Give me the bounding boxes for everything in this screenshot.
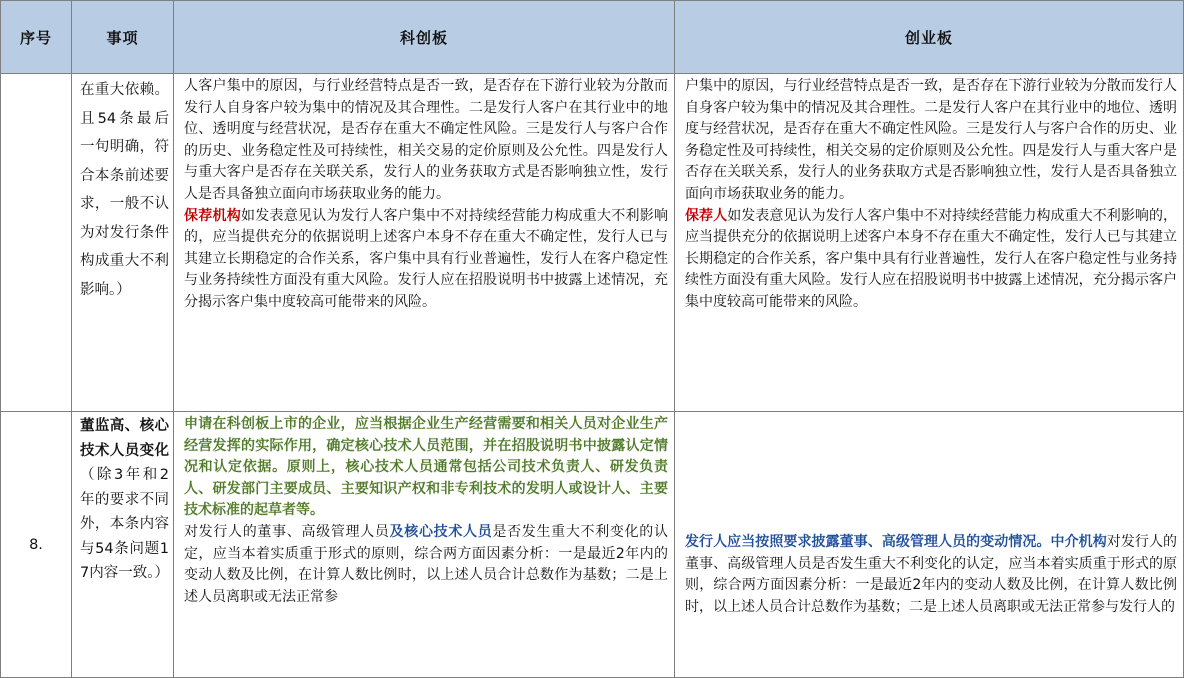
header-star-market: 科创板 xyxy=(174,1,675,74)
gem-disclosure-highlight: 发行人应当按照要求披露董事、高级管理人员的变动情况。中介机构 xyxy=(685,534,1107,550)
core-tech-highlight: 及核心技术人员 xyxy=(389,523,493,540)
sponsor-institution-label: 保荐机构 xyxy=(184,207,241,224)
row2-star xyxy=(174,412,675,678)
sponsor-label: 保荐人 xyxy=(685,207,728,224)
row1-gem-para1: 户集中的原因，与行业经营特点是否一致，是否存在下游行业较为分散而发行人自身客户较为集中的情况及其合理性。二是发行人客户在其行业中的地位、透明度与经营状况，是否存在重大不确定性风险。三是发行人与客户合作的历史、业务稳定性及可持续性，相关交易的定价原则及公允性。四是发行人与重大客户是否存在关联关系，发行人的业务获取方式是否影响独立性，发行人是否具备独立面向市场获取业务的能力。 xyxy=(685,78,1177,202)
row1-gem-para2: 保荐人如发表意见认为发行人客户集中不对持续经营能力构成重大不利影响的，应当提供充分的依据说明上述客户本身不存在重大不确定性，发行人已与其建立长期稳定的合作关系，客户集中具有行业普遍性，发行人在客户稳定性与业务持续性方面没有重大风险。发行人应在招股说明书中披露上述情况，充分揭示客户集中度较高可能带来的风险。 xyxy=(685,207,1178,310)
row2-gem-para: 发行人应当按照要求披露董事、高级管理人员的变动情况。中介机构对发行人的董事、高级管理人员是否发生重大不利变化的认定，应当本着实质重于形式的原则，综合两方面因素分析：一是最近2年内的变动人数及比例，在计算人数比例时，以上述人员合计总数作为基数；二是上述人员离职或无法正常参与发行人的 xyxy=(685,534,1178,615)
row1-item xyxy=(72,74,174,412)
table-row xyxy=(1,412,1184,678)
table-row xyxy=(1,74,1184,412)
row1-star xyxy=(174,74,675,412)
row2-no: 8. xyxy=(1,412,72,678)
row1-star-para2: 保荐机构如发表意见认为发行人客户集中不对持续经营能力构成重大不利影响的，应当提供充分的依据说明上述客户本身不存在重大不确定性，发行人已与其建立长期稳定的合作关系，客户集中具有行业普遍性，发行人在客户稳定性与业务持续性方面没有重大风险。发行人应在招股说明书中披露上述情况，充分揭示客户集中度较高可能带来的风险。 xyxy=(184,207,669,310)
row2-gem xyxy=(675,412,1184,678)
row1-no xyxy=(1,74,72,412)
header-gem: 创业板 xyxy=(675,1,1184,74)
row2-item-note: （除3年和2年的要求不同外，本条内容与54条问题17内容一致。） xyxy=(80,467,169,581)
row2-star-core-tech-para: 申请在科创板上市的企业，应当根据企业生产经营需要和相关人员对企业生产经营发挥的实际作用，确定核心技术人员范围，并在招股说明书中披露认定情况和认定依据。原则上，核心技术人员通常包括公司技术负责人、研发负责人、研发部门主要成员、主要知识产权和非专利技术的发明人或设计人、主要技术标准的起草者等。 xyxy=(184,416,668,519)
header-no: 序号 xyxy=(1,1,72,74)
table-header-row xyxy=(1,1,1184,74)
row2-item xyxy=(72,412,174,678)
row2-item-title: 董监高、核心技术人员变化 xyxy=(80,418,169,459)
row1-gem xyxy=(675,74,1184,412)
row1-star-para1: 人客户集中的原因，与行业经营特点是否一致，是否存在下游行业较为分散而发行人自身客户较为集中的情况及其合理性。二是发行人客户在其行业中的地位、透明度与经营状况，是否存在重大不确定性风险。三是发行人与客户合作的历史、业务稳定性及可持续性，相关交易的定价原则及公允性。四是发行人与重大客户是否存在关联关系，发行人的业务获取方式是否影响独立性，发行人是否具备独立面向市场获取业务的能力。 xyxy=(184,78,668,202)
header-item: 事项 xyxy=(72,1,174,74)
row2-star-para2: 对发行人的董事、高级管理人员及核心技术人员是否发生重大不利变化的认定，应当本着实质重于形式的原则，综合两方面因素分析：一是最近2年内的变动人数及比例，在计算人数比例时，以上述人员合计总数作为基数；二是上述人员离职或无法正常参 xyxy=(184,523,668,605)
row1-item-text: 在重大依赖。且54条最后一句明确，符合本条前述要求，一般不认为对发行条件构成重大不利影响。） xyxy=(80,82,169,298)
